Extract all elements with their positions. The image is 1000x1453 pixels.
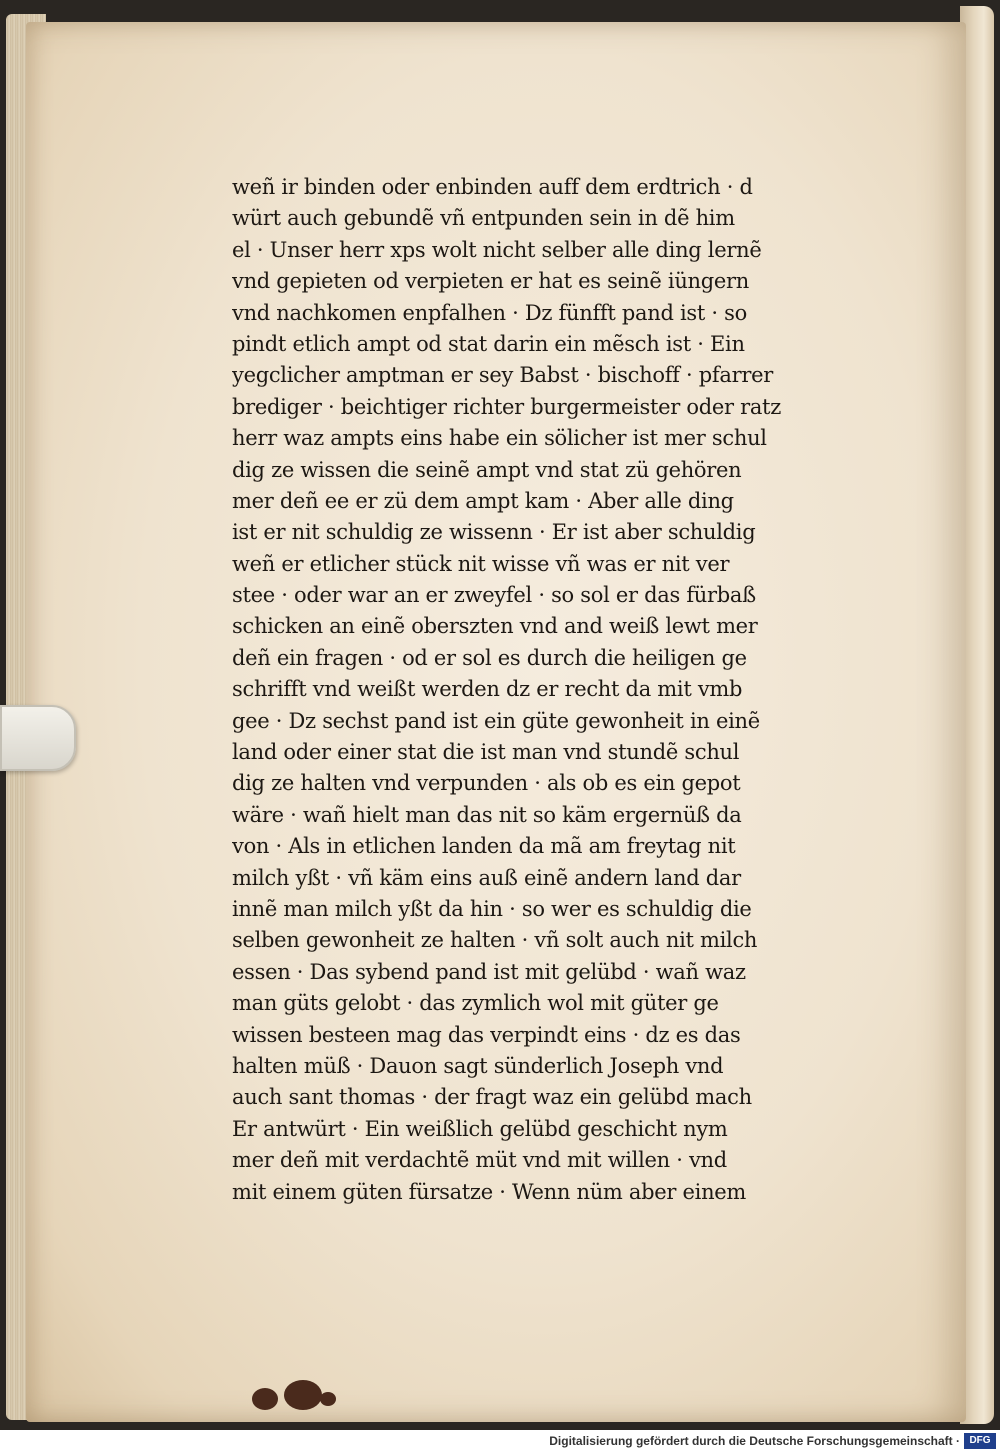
ink-stain: [284, 1380, 322, 1410]
text-line: essen · Das sybend pand ist mit gelübd · wañ waz: [232, 959, 746, 984]
text-line: mit einem güten fürsatze · Wenn nüm aber einem: [232, 1179, 747, 1204]
text-line: brediger · beichtiger richter burgermeister oder ratz: [232, 394, 781, 419]
ink-stain: [252, 1388, 278, 1410]
text-line: herr waz ampts eins habe ein sölicher ist mer schul: [232, 426, 767, 451]
text-line: auch sant thomas · der fragt waz ein gelübd mach: [232, 1085, 752, 1110]
text-line: wissen besteen mag das verpindt eins · dz es das: [232, 1022, 741, 1047]
text-line: ist er nit schuldig ze wissenn · Er ist aber schuldig: [232, 520, 756, 545]
text-line: vnd gepieten od verpieten er hat es seinẽ iüngern: [232, 269, 750, 294]
text-line: milch yßt · vñ käm eins auß einẽ andern land dar: [232, 865, 741, 890]
footer: [0, 1430, 1000, 1453]
text-column: [232, 172, 822, 1208]
page-clip-icon: [0, 705, 76, 771]
text-line: man güts gelobt · das zymlich wol mit güter ge: [232, 991, 719, 1016]
ink-stain: [320, 1392, 336, 1406]
text-line: selben gewonheit ze halten · vñ solt auch nit milch: [232, 928, 758, 953]
text-line: weñ ir binden oder enbinden auff dem erdtrich · d: [232, 175, 753, 199]
text-line: vnd nachkomen enpfalhen · Dz fünfft pand ist · so: [232, 300, 747, 325]
text-line: deñ ein fragen · od er sol es durch die heiligen ge: [232, 645, 747, 670]
text-line: halten müß · Dauon sagt sünderlich Joseph vnd: [232, 1053, 724, 1078]
text-line: pindt etlich ampt od stat darin ein mẽsch ist · Ein: [232, 331, 745, 356]
text-line: weñ er etlicher stück nit wisse vñ was er nit ver: [232, 551, 730, 576]
text-line: schrifft vnd weißt werden dz er recht da mit vmb: [232, 677, 743, 702]
text-line: mer deñ ee er zü dem ampt kam · Aber alle ding: [232, 488, 734, 513]
text-line: dig ze halten vnd verpunden · als ob es ein gepot: [232, 771, 741, 796]
text-line: stee · oder war an er zweyfel · so sol er das fürbaß: [232, 583, 756, 608]
footer-credit: Digitalisierung gefördert durch die Deutsche Forschungsgemeinschaft ·: [549, 1434, 960, 1448]
text-line: schicken an einẽ oberszten vnd and weiß lewt mer: [232, 614, 758, 639]
text-line: wäre · wañ hielt man das nit so käm ergernüß da: [232, 802, 742, 827]
text-line: gee · Dz sechst pand ist ein güte gewonheit in einẽ: [232, 708, 760, 733]
text-line: mer deñ mit verdachtẽ müt vnd mit willen · vnd: [232, 1148, 727, 1173]
dfg-logo-icon: DFG: [964, 1433, 996, 1449]
text-line: innẽ man milch yßt da hin · so wer es schuldig die: [232, 896, 752, 921]
text-line: von · Als in etlichen landen da mã am freytag nit: [232, 834, 736, 859]
text-line: Er antwürt · Ein weißlich gelübd geschicht nym: [232, 1116, 728, 1141]
text-line: land oder einer stat die ist man vnd stundẽ schul: [232, 740, 740, 765]
text-line: el · Unser herr xps wolt nicht selber alle ding lernẽ: [232, 237, 762, 262]
text-line: yegclicher amptman er sey Babst · bischoff · pfarrer: [232, 363, 773, 388]
text-line: würt auch gebundẽ vñ entpunden sein in dẽ him: [232, 206, 735, 231]
text-line: dig ze wissen die seinẽ ampt vnd stat zü gehören: [232, 457, 742, 482]
